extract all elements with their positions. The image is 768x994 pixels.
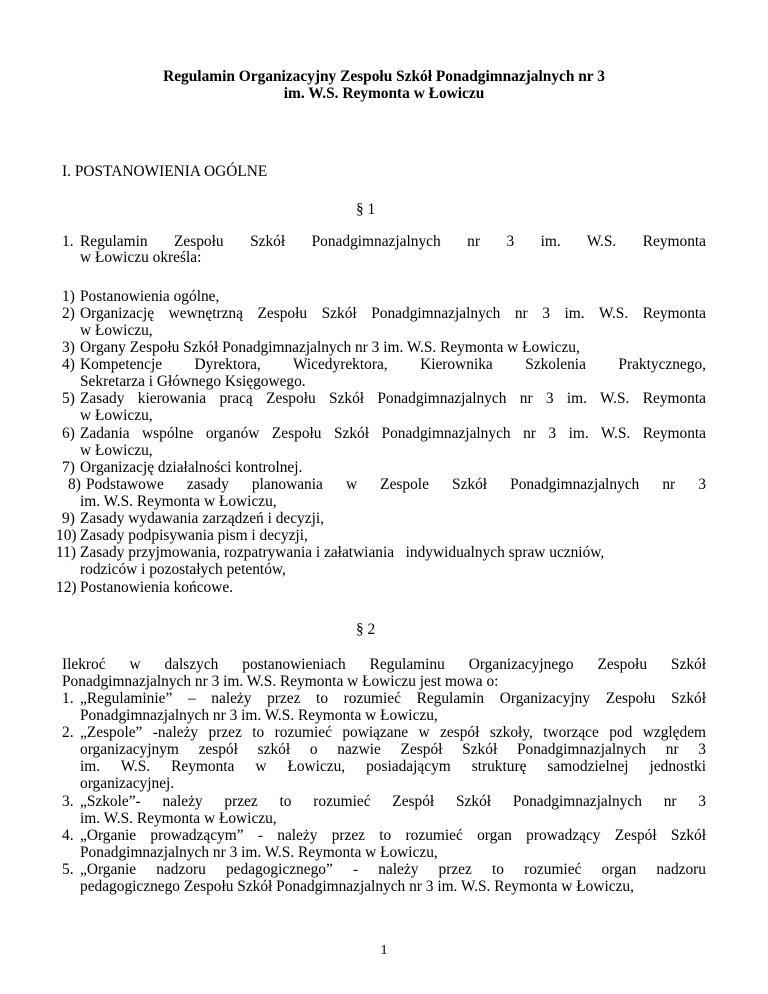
list-item-continuation: Sekretarza i Głównego Księgowego.: [80, 373, 306, 390]
list-item-continuation: rodziców i pozostałych petentów,: [80, 561, 286, 578]
list-item: Podstawowe zasady planowania w Zespole Szkół Ponadgimnazjalnych nr 3: [86, 476, 706, 493]
list-item: Zasady wydawania zarządzeń i decyzji,: [80, 510, 324, 527]
list-item-continuation: w Łowiczu,: [80, 407, 153, 424]
document-title-line2: im. W.S. Reymonta w Łowiczu: [283, 85, 485, 102]
list-item: „Regulaminie” – należy przez to rozumieć Regulamin Organizacyjny Zespołu Szkół: [80, 690, 706, 707]
list-item: „Zespole” -należy przez to rozumieć powiązane w zespół szkoły, tworzące pod względem: [80, 724, 706, 741]
list-item-continuation: im. W.S. Reymonta w Łowiczu,: [80, 493, 277, 510]
par2-intro-line2: Ponadgimnazjalnych nr 3 im. W.S. Reymonta w Łowiczu jest mowa o:: [62, 673, 499, 690]
par1-intro-number: 1.: [62, 233, 74, 250]
list-item-continuation: im. W.S. Reymonta w Łowiczu, posiadającym strukturę samodzielnej jednostki: [80, 758, 706, 775]
list-item-number: 7): [62, 459, 75, 476]
list-item: Organy Zespołu Szkół Ponadgimnazjalnych nr 3 im. W.S. Reymonta w Łowiczu,: [80, 339, 580, 356]
list-item-continuation: Ponadgimnazjalnych nr 3 im. W.S. Reymonta w Łowiczu,: [80, 707, 438, 724]
list-item-continuation: w Łowiczu,: [80, 322, 153, 339]
list-item-number: 3.: [62, 793, 74, 810]
page-number: 1: [380, 943, 388, 958]
list-item: Zadania wspólne organów Zespołu Szkół Ponadgimnazjalnych nr 3 im. W.S. Reymonta: [80, 425, 706, 442]
list-item-continuation: w Łowiczu,: [80, 442, 153, 459]
par1-intro-line1: Regulamin Zespołu Szkół Ponadgimnazjalnych nr 3 im. W.S. Reymonta: [80, 233, 706, 250]
paragraph-symbol-1: § 1: [356, 201, 376, 218]
list-item: Organizację wewnętrzną Zespołu Szkół Ponadgimnazjalnych nr 3 im. W.S. Reymonta: [80, 305, 706, 322]
list-item-number: 2.: [62, 724, 74, 741]
list-item: Zasady kierowania pracą Zespołu Szkół Ponadgimnazjalnych nr 3 im. W.S. Reymonta: [80, 390, 706, 407]
list-item: Organizację działalności kontrolnej.: [80, 459, 303, 476]
list-item-number: 1.: [62, 690, 74, 707]
list-item-number: 5): [62, 390, 75, 407]
list-item-number: 1): [62, 288, 75, 305]
list-item: Zasady przyjmowania, rozpatrywania i załatwiania indywidualnych spraw uczniów,: [80, 544, 605, 561]
list-item-number: 3): [62, 339, 75, 356]
list-item-continuation: Ponadgimnazjalnych nr 3 im. W.S. Reymonta w Łowiczu,: [80, 844, 438, 861]
list-item: Zasady podpisywania pism i decyzji,: [80, 527, 308, 544]
list-item: „Organie nadzoru pedagogicznego” - należy przez to rozumieć organ nadzoru: [80, 861, 706, 878]
list-item-number: 8): [68, 476, 81, 493]
list-item-number: 6): [62, 425, 75, 442]
list-item-number: 12): [56, 579, 77, 596]
list-item: Kompetencje Dyrektora, Wicedyrektora, Kierownika Szkolenia Praktycznego,: [80, 356, 706, 373]
list-item: Postanowienia końcowe.: [80, 579, 234, 596]
list-item-continuation: im. W.S. Reymonta w Łowiczu,: [80, 810, 277, 827]
list-item-continuation: organizacyjnej.: [80, 775, 175, 792]
list-item: „Organie prowadzącym” - należy przez to rozumieć organ prowadzący Zespół Szkół: [80, 827, 706, 844]
list-item-number: 10): [56, 527, 77, 544]
list-item-number: 9): [62, 510, 75, 527]
list-item-number: 5.: [62, 861, 74, 878]
list-item-continuation: pedagogicznego Zespołu Szkół Ponadgimnazjalnych nr 3 im. W.S. Reymonta w Łowiczu,: [80, 878, 634, 895]
list-item-number: 2): [62, 305, 75, 322]
document-title-line1: Regulamin Organizacyjny Zespołu Szkół Ponadgimnazjalnych nr 3: [163, 68, 605, 85]
list-item-number: 4): [62, 356, 75, 373]
par1-intro-line2: w Łowiczu określa:: [80, 249, 202, 266]
paragraph-symbol-2: § 2: [356, 621, 376, 638]
par2-intro-line1: Ilekroć w dalszych postanowieniach Regulaminu Organizacyjnego Zespołu Szkół: [62, 656, 706, 673]
list-item-continuation: organizacyjnym zespół szkół o nazwie Zespół Szkół Ponadgimnazjalnych nr 3: [80, 741, 706, 758]
list-item: Postanowienia ogólne,: [80, 288, 220, 305]
list-item-number: 11): [56, 544, 76, 561]
list-item: „Szkole”- należy przez to rozumieć Zespół Szkół Ponadgimnazjalnych nr 3: [80, 793, 706, 810]
section-heading: I. POSTANOWIENIA OGÓLNE: [62, 163, 268, 180]
list-item-number: 4.: [62, 827, 74, 844]
